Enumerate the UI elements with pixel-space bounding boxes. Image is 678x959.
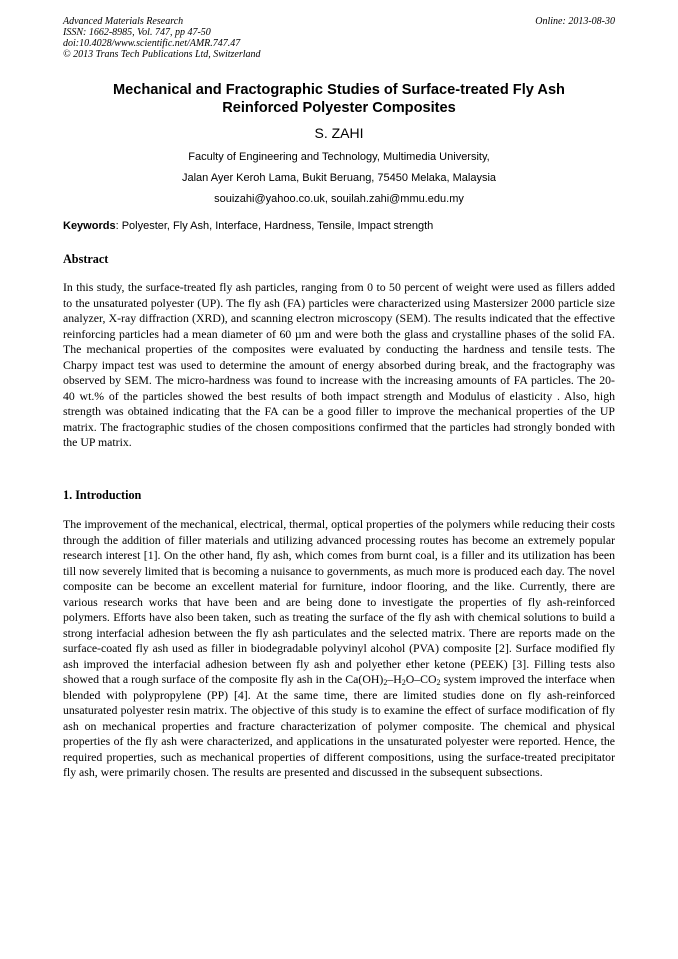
keywords-label: Keywords <box>63 220 116 232</box>
title-line-1: Mechanical and Fractographic Studies of Surface-treated Fly Ash <box>113 82 565 98</box>
intro-text-part-1: The improvement of the mechanical, electrical, thermal, optical properties of the polymers while reducing their costs through the addition of filler materials and utilizing advanced processing routes has become an extremely popular research interest [1]. On the other hand, fly ash, which comes from burnt coal, is a filler and its utilization has been till now severely limited that is becoming a nuisance to governments, as much more is produced each day. The novel composite can be become an excellent material for furniture, indoor flooring, and the like. Currently, there are various research works that have been and are being done to investigate the properties of fly ash-reinforced polymers. Efforts have also been taken, such as treating the surface of the fly ash with chemical solutions to build a strong interfacial adhesion between the fly ash particulates and the selected matrix. There are reports made on the surface-coated fly ash used as filler in biodegradable polyvinyl alcohol (PVA) composite [2]. Surface modified fly ash improved the interfacial adhesion between fly ash and polyether ether ketone (PEEK) [3]. Filling tests also showed that a rough surface of the composite fly ash in the <box>63 517 615 686</box>
keywords-line <box>63 220 615 233</box>
author-emails: souizahi@yahoo.co.uk, souilah.zahi@mmu.edu.my <box>214 193 464 205</box>
affiliation-line-2: Jalan Ayer Keroh Lama, Bukit Beruang, 75450 Melaka, Malaysia <box>181 172 497 184</box>
keywords-list: : Polyester, Fly Ash, Interface, Hardness, Tensile, Impact strength <box>115 220 434 232</box>
chemical-formula: $Ca(OH)_2-H_2O-CO_2$ <box>345 672 441 687</box>
online-date: Online: 2013-08-30 <box>535 16 615 27</box>
affiliation-line-1: Faculty of Engineering and Technology, Multimedia University, <box>188 151 490 163</box>
issn-line: ISSN: 1662-8985, Vol. 747, pp 47-50 <box>63 27 211 38</box>
introduction-text <box>63 517 615 781</box>
intro-text-part-2: system improved the interface when blended with polypropylene (PP) [4]. At the same time, there are limited studies done on fly ash-reinforced unsaturated polyester resin matrix. The objective of this study is to examine the effect of surface modification of fly ash on mechanical properties and fracture characterization of polymer composite. The chemical and physical properties of the fly ash were characterized, and applications in the unsaturated polyester were reported. Hence, the required properties, such as mechanical properties of different compositions, using the surface-treated precipitator fly ash, were primarily chosen. The results are presented and discussed in the subsequent subsections. <box>63 672 615 779</box>
journal-name: Advanced Materials Research <box>63 16 184 27</box>
introduction-heading: 1. Introduction <box>63 488 142 502</box>
copyright-line: © 2013 Trans Tech Publications Ltd, Switzerland <box>63 49 261 60</box>
title-line-2: Reinforced Polyester Composites <box>222 100 456 116</box>
doi-line: doi:10.4028/www.scientific.net/AMR.747.47 <box>63 38 241 49</box>
abstract-heading: Abstract <box>63 252 109 266</box>
journal-header <box>63 16 261 60</box>
paper-title <box>60 81 618 117</box>
abstract-text: In this study, the surface-treated fly ash particles, ranging from 0 to 50 percent of weight were used as fillers added to the unsaturated polyester (UP). The fly ash (FA) particles were characterized using Mastersizer 2000 particle size analyzer, X-ray diffraction (XRD), and scanning electron microscopy (SEM). The results indicated that the effective reinforcing particles had a mean diameter of 60 µm and were both the glass and crystalline phases of the solid FA. The mechanical properties of the composites were evaluated by conducting the hardness and tensile tests. The Charpy impact test was used to determine the amount of energy absorbed during break, and the fractography was observed by SEM. The micro-hardness was found to increase with the increasing amounts of FA particles. The 20-40 wt.% of the particles showed the best results of both impact strength and Modulus of elasticity . Also, high strength was obtained indicating that the FA can be a good filler to improve the mechanical properties of the UP matrix. The fractographic studies of the chosen compositions confirmed that the particles had strongly bonded with the UP matrix. <box>63 280 615 449</box>
author-name: S. ZAHI <box>314 125 364 141</box>
